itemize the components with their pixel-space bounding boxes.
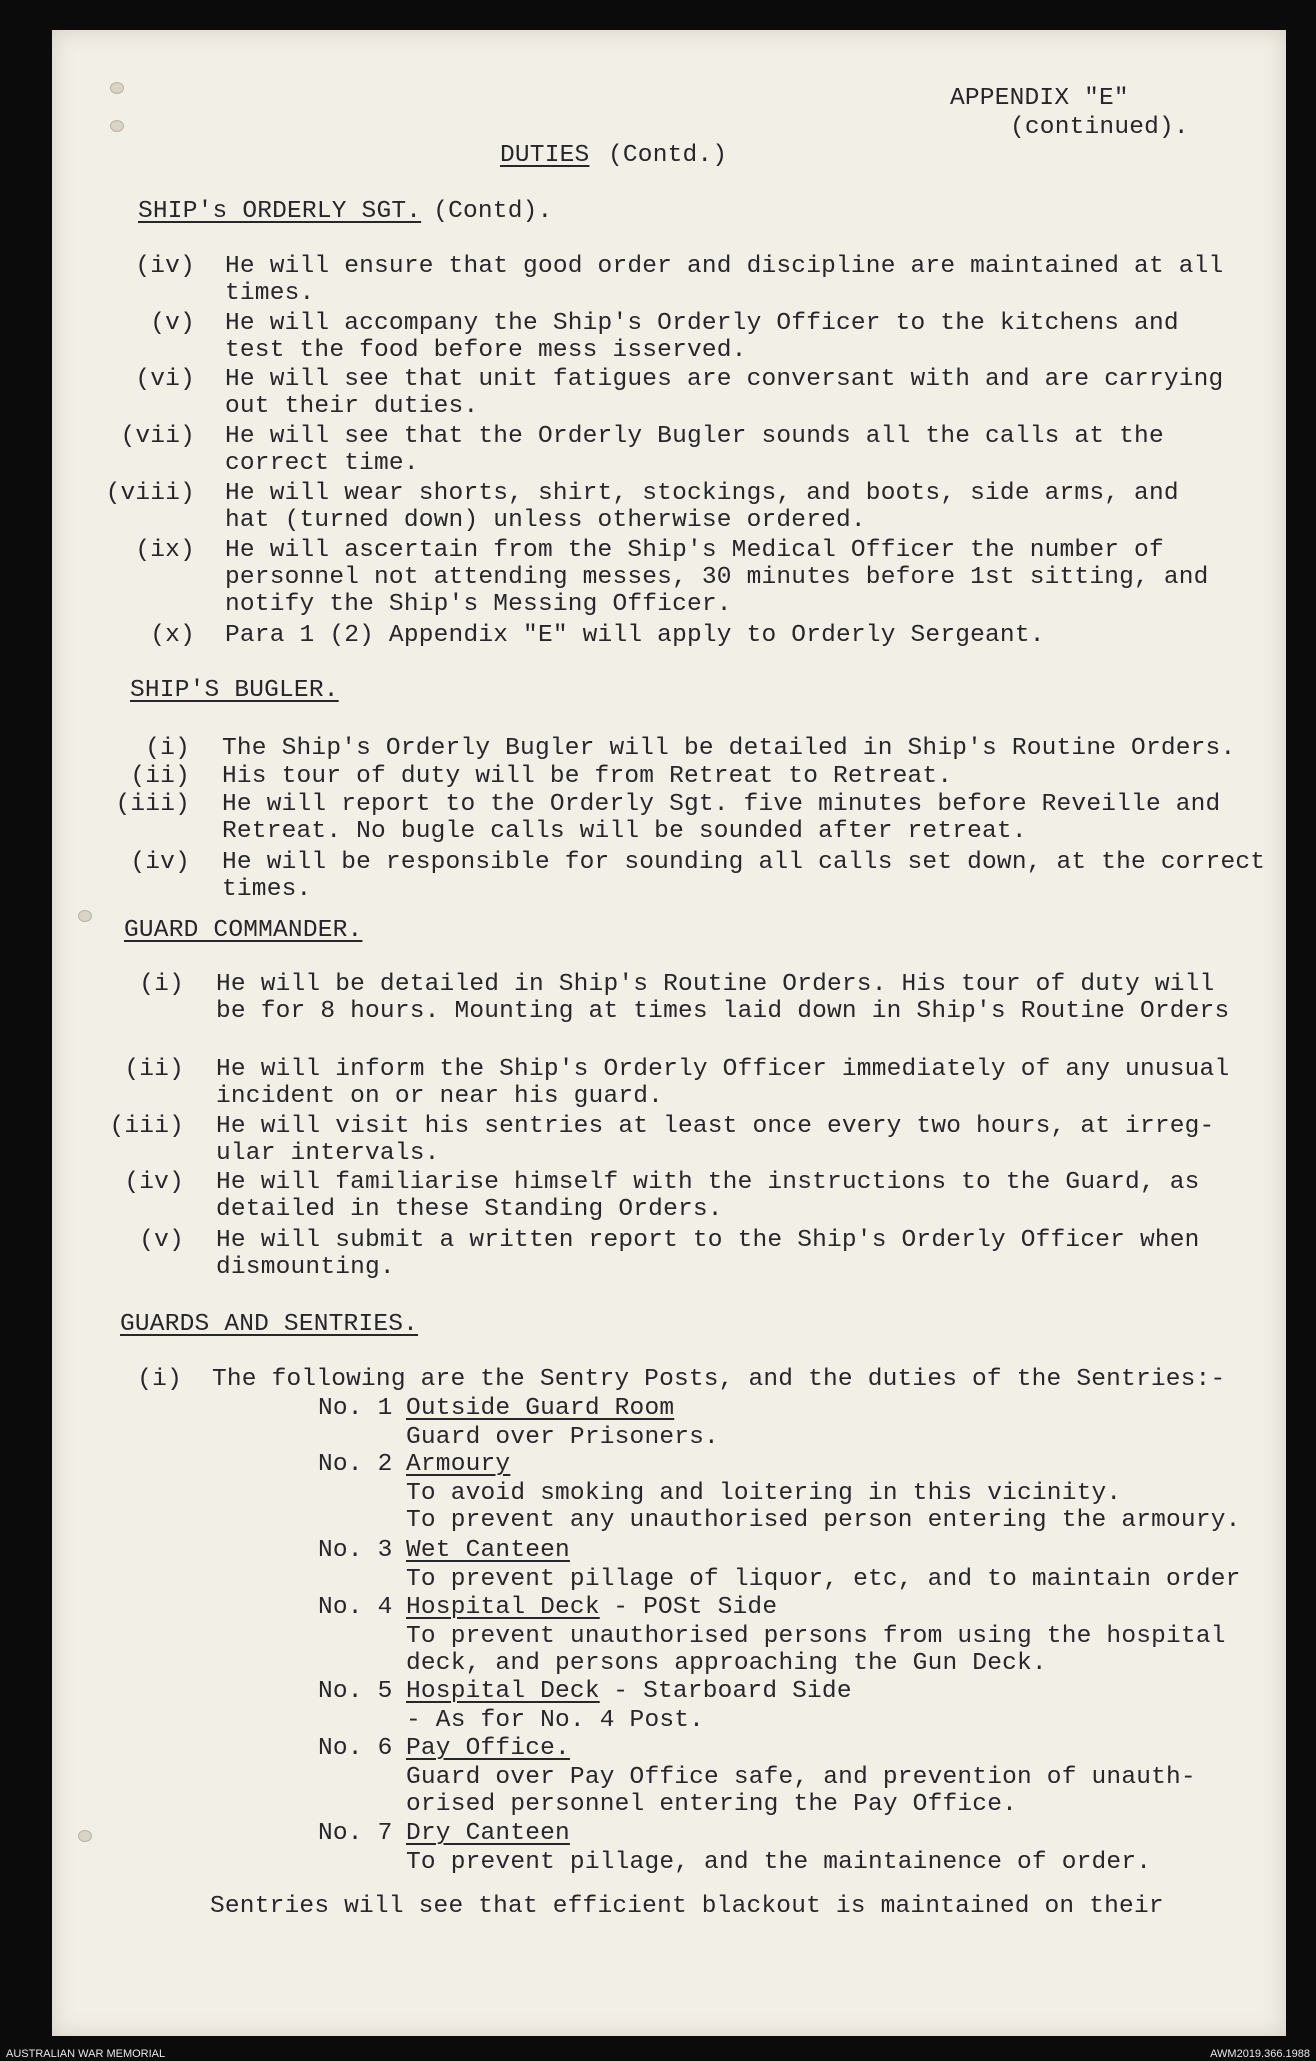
punch-hole-mark <box>78 910 92 922</box>
post-duty-line: To prevent unauthorised persons from using the hospital <box>406 1623 1226 1650</box>
post-duty-line: To prevent pillage, and the maintainence of order. <box>406 1849 1152 1876</box>
post-number: No. 6 <box>318 1735 393 1762</box>
post-name: Pay Office. <box>406 1735 570 1762</box>
item-line: He will report to the Orderly Sgt. five minutes before Reveille and <box>222 791 1221 818</box>
item-number: (i) <box>139 971 184 998</box>
item-number: (iv) <box>135 253 195 280</box>
item-number: (iv) <box>124 1169 184 1196</box>
appendix-continued: (continued). <box>1010 114 1189 141</box>
item-line: test the food before mess isserved. <box>225 337 747 364</box>
post-name: Hospital Deck <box>406 1678 600 1705</box>
item-line: He will ascertain from the Ship's Medical Officer the number of <box>225 537 1164 564</box>
item-line: He will ensure that good order and discipline are maintained at all <box>225 253 1224 280</box>
item-number: (v) <box>139 1227 184 1254</box>
item-line: be for 8 hours. Mounting at times laid down in Ship's Routine Orders <box>216 998 1230 1025</box>
post-name: Armoury <box>406 1451 511 1478</box>
item-line: Retreat. No bugle calls will be sounded after retreat. <box>222 818 1027 845</box>
post-duty-line: To prevent pillage of liquor, etc, and to maintain order <box>406 1566 1241 1593</box>
item-line: Para 1 (2) Appendix "E" will apply to Orderly Sergeant. <box>225 622 1045 649</box>
item-number: (ii) <box>124 1056 184 1083</box>
item-line: times. <box>225 280 315 307</box>
appendix-label: APPENDIX "E" <box>950 85 1129 112</box>
post-duty-line: To avoid smoking and loitering in this vicinity. <box>406 1480 1122 1507</box>
item-line: correct time. <box>225 450 419 477</box>
item-number: (vii) <box>120 423 195 450</box>
item-line: out their duties. <box>225 393 479 420</box>
punch-hole-mark <box>78 1830 92 1842</box>
guard-commander-heading: GUARD COMMANDER. <box>124 917 363 944</box>
post-duty-line: Guard over Pay Office safe, and prevention of unauth- <box>406 1764 1196 1791</box>
item-line: He will inform the Ship's Orderly Officer immediately of any unusual <box>216 1056 1230 1083</box>
item-line: He will see that unit fatigues are conversant with and are carrying <box>225 366 1224 393</box>
item-line: He will be responsible for sounding all calls set down, at the correct <box>222 849 1266 876</box>
item-number: (iii) <box>109 1113 184 1140</box>
footer-accession: AWM2019.366.1988 <box>1210 2048 1310 2060</box>
post-number: No. 7 <box>318 1820 393 1847</box>
item-number: (v) <box>150 310 195 337</box>
closing-line: Sentries will see that efficient blackout is maintained on their <box>210 1893 1164 1920</box>
item-number: (viii) <box>105 480 195 507</box>
post-number: No. 4 <box>318 1594 393 1621</box>
item-number: (iv) <box>130 849 190 876</box>
section-title: DUTIES <box>500 142 590 169</box>
item-number: (vi) <box>135 366 195 393</box>
post-duty-line: deck, and persons approaching the Gun Deck. <box>406 1650 1047 1677</box>
punch-hole-mark <box>110 82 124 94</box>
item-number: (ix) <box>135 537 195 564</box>
item-line: ular intervals. <box>216 1140 440 1167</box>
item-line: He will be detailed in Ship's Routine Orders. His tour of duty will <box>216 971 1215 998</box>
item-line: notify the Ship's Messing Officer. <box>225 591 732 618</box>
post-number: No. 2 <box>318 1451 393 1478</box>
post-number: No. 3 <box>318 1537 393 1564</box>
item-line: He will visit his sentries at least once every two hours, at irreg- <box>216 1113 1215 1140</box>
post-duty-line: - As for No. 4 Post. <box>406 1707 705 1734</box>
post-name: Dry Canteen <box>406 1820 570 1847</box>
post-number: No. 1 <box>318 1395 393 1422</box>
orderly-sgt-heading-suffix: (Contd). <box>433 198 553 225</box>
post-name: Hospital Deck <box>406 1594 600 1621</box>
post-number: No. 5 <box>318 1678 393 1705</box>
post-name: Wet Canteen <box>406 1537 570 1564</box>
orderly-sgt-heading: SHIP's ORDERLY SGT. <box>138 198 422 225</box>
post-duty-line: orised personnel entering the Pay Office. <box>406 1791 1017 1818</box>
item-number: (iii) <box>115 791 190 818</box>
post-name-suffix: - POSt Side <box>598 1594 778 1621</box>
item-line: hat (turned down) unless otherwise ordered. <box>225 507 866 534</box>
item-line: times. <box>222 876 312 903</box>
item-number: (i) <box>137 1366 182 1393</box>
item-line: The Ship's Orderly Bugler will be detailed in Ship's Routine Orders. <box>222 735 1236 762</box>
punch-hole-mark <box>110 120 124 132</box>
item-line: He will submit a written report to the Ship's Orderly Officer when <box>216 1227 1200 1254</box>
bugler-heading: SHIP'S BUGLER. <box>130 677 339 704</box>
post-duty-line: Guard over Prisoners. <box>406 1424 719 1451</box>
item-line: detailed in these Standing Orders. <box>216 1196 723 1223</box>
sentry-intro: The following are the Sentry Posts, and the duties of the Sentries:- <box>212 1366 1226 1393</box>
item-line: He will familiarise himself with the instructions to the Guard, as <box>216 1169 1200 1196</box>
post-name-suffix: - Starboard Side <box>598 1678 852 1705</box>
guards-sentries-heading: GUARDS AND SENTRIES. <box>120 1311 419 1338</box>
item-line: His tour of duty will be from Retreat to Retreat. <box>222 763 953 790</box>
post-name: Outside Guard Room <box>406 1395 675 1422</box>
footer-credit: AUSTRALIAN WAR MEMORIAL <box>6 2048 166 2060</box>
item-number: (ii) <box>130 763 190 790</box>
section-title-suffix: (Contd.) <box>608 142 728 169</box>
item-line: personnel not attending messes, 30 minutes before 1st sitting, and <box>225 564 1209 591</box>
item-number: (i) <box>145 735 190 762</box>
item-line: dismounting. <box>216 1254 395 1281</box>
item-number: (x) <box>150 622 195 649</box>
item-line: He will accompany the Ship's Orderly Officer to the kitchens and <box>225 310 1179 337</box>
item-line: incident on or near his guard. <box>216 1083 664 1110</box>
item-line: He will see that the Orderly Bugler sounds all the calls at the <box>225 423 1164 450</box>
item-line: He will wear shorts, shirt, stockings, and boots, side arms, and <box>225 480 1179 507</box>
post-duty-line: To prevent any unauthorised person entering the armoury. <box>406 1507 1241 1534</box>
